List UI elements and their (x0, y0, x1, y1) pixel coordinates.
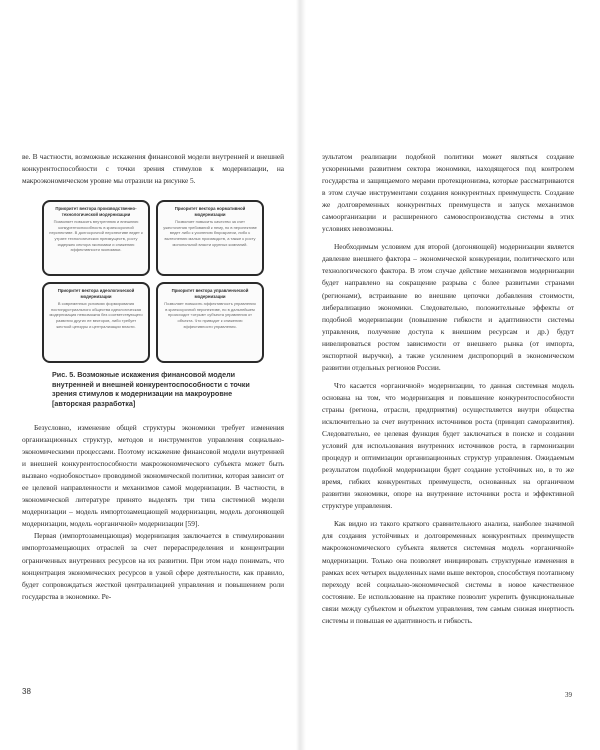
intro-paragraph: ве. В частности, возможные искажения финансовой модели внутренней и внешней конкурентоспособности с точки зрения стимулов к модернизации, на макроэкономическом уровне мы отразили на рисунке 5. (22, 152, 284, 186)
box-title: Приоритет вектора нормативной модернизации (174, 206, 246, 217)
page-number-left: 38 (22, 687, 31, 696)
box-title: Приоритет вектора идеологической модернизации (57, 288, 135, 299)
box-title: Приоритет вектора производственно-технологической модернизации (55, 206, 137, 217)
box-title: Приоритет вектора управленческой модернизации (171, 288, 249, 299)
left-intro (22, 151, 284, 187)
figure-box-ideological (42, 282, 150, 363)
figure-box-managerial (156, 282, 264, 363)
page-number-right: 39 (565, 691, 572, 699)
paragraph: Безусловно, изменение общей структуры экономики требует изменения организационных структур, методов и инструментов управления социально-экономическими процессами. Поэтому искажение финансовой модели внутренней и внешней конкурентоспособности макроэкономического субъекта может быть вызвано «однобокостью» проводимой экономической политики, которая зависит от ее целевой направленности и механизмов самой модернизации. В частности, в экономической литературе принято выделять три типа системной модели модернизации – модель импортозамещающей модернизации, модель догоняющей модернизации, модель «органичной» модернизации [59]. (22, 423, 284, 529)
figure-5 (42, 200, 264, 363)
paragraph: Необходимым условием для второй (догоняющей) модернизации является давление внешнего фактора – экономической конкуренции, политического или технологического фактора. В этом случае действие механизмов модернизации будет направлено на сокращение разрыва с более развитыми странами (регионами), встраивание во внешние цепочки добавления стоимости, либерализацию экономики. Следовательно, положительные эффекты от подобной модернизации (повышение гибкости и адаптивности системы управления, получение доступа к внешним ресурсам и др.) будут нивелироваться ростом зависимости от внешнего рынка (от импорта, экспортной выручки), а также усилением диспропорций в экономическом развитии отдельных регионов России. (322, 242, 574, 372)
right-page (300, 0, 600, 750)
box-text: В современных условиях формирования постиндустриального общества идеологическая модернизация невозможна без соответствующего развития других ее векторов, либо требует жесткой цензуры и централизации власти. (49, 301, 143, 329)
box-text: Позволяет повысить качество за счет ужесточения требований к нему, но в перспективе ведет либо к усилению бюрократии, либо к вытеснению малых производств, а также к росту монопольной власти крупных компаний. (163, 219, 257, 247)
box-text: Позволяет повысить внутреннюю и внешнюю конкурентоспособность в краткосрочной перспективе. В долгосрочной перспективе ведет к утрате технологических преимуществ, росту издержек сектора экономики и снижению эффективности экономики. (49, 219, 143, 253)
right-body (322, 151, 574, 627)
paragraph: Как видно из такого краткого сравнительного анализа, наиболее значимой для создания устойчивых и долговременных конкурентных преимуществ макроэкономического субъекта является системная модель «органичной» модернизации. Только она позволяет инициировать структурные изменения в рамках всех четырех выделенных нами выше векторов, способствуя поэтапному переходу всей социально-экономической системы в новое качественное состояние. Ее использование на практике позволит укрепить функциональные связи между субъектом и объектом управления, тем самым снижая инертность системы и повышая ее адаптивность и гибкость. (322, 519, 574, 625)
paragraph: Что касается «органичной» модернизации, то данная системная модель основана на том, что модернизация и повышение конкурентоспособности страны (региона, отрасли, предприятия) осуществляется внутри общества исключительно за счет внутренних источников роста (принцип саморазвития). Следовательно, ее целевая функция будет заключаться в поиске и создании условий для использования внутренних источников роста, в гармонизации процедур и оптимизации организационных структур управления. Ожидаемым результатом подобной модернизации будет создание устойчивых но, в то же время, гибких конкурентных преимуществ, основанных на органичном развитии экономики, опоре на внутренние источники роста и эффективной структуре управления. (322, 380, 574, 511)
paragraph: Первая (импортозамещающая) модернизация заключается в стимулировании импортозамещающих отраслей за счет перераспределения и концентрации ограниченных внутренних ресурсов на их развитии. При этом надо понимать, что концентрация экономических ресурсов в узкой сфере деятельности, как правило, будет сопровождаться жесткой централизацией управления и повышением роли государства в экономике. Ре- (22, 531, 284, 601)
box-text: Позволяет повысить эффективность управления в краткосрочной перспективе, но в дальнейшем происходит «отрыв» субъекта управления от объекта. Что приводит к снижению эффективности управления. (164, 301, 256, 329)
figure-caption: Рис. 5. Возможные искажения финансовой модели внутренней и внешней конкурентоспособности с точки зрения стимулов к модернизации на макроуровне [авторская разработка] (52, 370, 250, 408)
figure-box-normative (156, 200, 264, 276)
left-body (22, 422, 284, 603)
figure-box-production (42, 200, 150, 276)
paragraph: зультатом реализации подобной политики может являться создание ускоренными развитием сектора экономики, находящегося под контролем государства и защищаемого мерами протекционизма, которые рассматриваются в этом случае инструментами создания конкурентных преимуществ. Создание же долговременных конкурентных преимуществ и запуск механизмов самоорганизации и расширенного самовоспроизводства системы в этих условиях невозможны. (322, 152, 574, 234)
